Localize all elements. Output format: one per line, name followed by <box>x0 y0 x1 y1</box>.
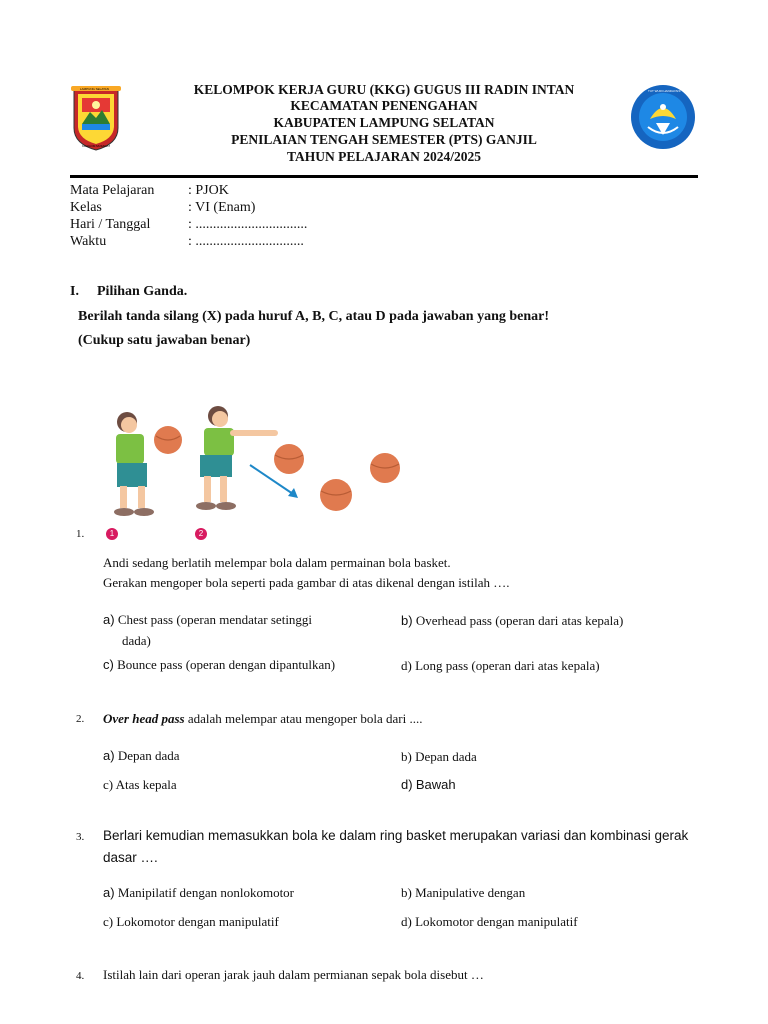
question-3-option-d[interactable] <box>401 914 578 930</box>
meta-label-subject: Mata Pelajaran <box>70 183 155 198</box>
question-3-number: 3. <box>76 831 85 843</box>
question-1-option-c[interactable] <box>103 657 335 673</box>
step-badge-1: 1 <box>106 528 118 540</box>
meta-value-time: : ............................... <box>188 234 304 249</box>
option-letter: b) <box>401 885 412 900</box>
option-letter: a) <box>103 885 115 900</box>
left-logo-top-text: LAMPUNG SELATAN <box>80 87 109 91</box>
left-logo-bottom-text: KHAGOM MUFAKAT <box>82 144 111 148</box>
step-badge-2: 2 <box>195 528 207 540</box>
question-2-rest: adalah melempar atau mengoper bola dari .... <box>184 711 423 726</box>
header-line-4: PENILAIAN TENGAH SEMESTER (PTS) GANJIL <box>231 132 537 147</box>
option-text: Overhead pass (operan dari atas kepala) <box>415 613 624 628</box>
option-letter: c) <box>103 657 114 672</box>
question-3-option-c[interactable] <box>103 914 279 930</box>
question-2-option-c[interactable] <box>103 777 177 793</box>
header-rule <box>70 175 698 178</box>
question-3-line-1: Berlari kemudian memasukkan bola ke dalam ring basket merupakan variasi dan kombinasi gerak <box>103 828 689 843</box>
option-text: Manipulative dengan <box>415 885 526 900</box>
option-letter: d) <box>401 777 413 792</box>
question-3-line-2: dasar …. <box>103 850 158 865</box>
question-3-option-b[interactable] <box>401 885 525 901</box>
question-4-number: 4. <box>76 970 85 982</box>
option-letter: b) <box>401 749 412 764</box>
meta-value-subject: : PJOK <box>188 183 229 198</box>
meta-label-class: Kelas <box>70 200 102 215</box>
option-letter: d) <box>401 658 412 673</box>
header-line-2: KECAMATAN PENENGAHAN <box>290 98 478 113</box>
chest-pass-illustration <box>100 400 410 540</box>
question-2-option-b[interactable] <box>401 749 477 765</box>
header-line-5: TAHUN PELAJARAN 2024/2025 <box>286 149 481 164</box>
question-1-option-a-cont: dada) <box>122 633 151 648</box>
option-letter: c) <box>103 914 114 929</box>
header-line-1: KELOMPOK KERJA GURU (KKG) GUGUS III RADIN INTAN <box>193 82 575 97</box>
question-1-line-2: Gerakan mengoper bola seperti pada gambar di atas dikenal dengan istilah …. <box>103 575 510 590</box>
option-text: Bounce pass (operan dengan dipantulkan) <box>117 657 336 672</box>
section-note: (Cukup satu jawaban benar) <box>78 333 251 348</box>
question-1-option-a[interactable] <box>103 612 312 628</box>
right-logo-text: TUT WURI HANDAYANI <box>648 89 681 93</box>
option-text: Long pass (operan dari atas kepala) <box>415 658 600 673</box>
question-1-number: 1. <box>76 528 85 540</box>
option-letter: c) <box>103 777 114 792</box>
option-text: Chest pass (operan mendatar setinggi <box>117 612 313 627</box>
option-letter: d) <box>401 914 412 929</box>
question-4-text: Istilah lain dari operan jarak jauh dalam permianan sepak bola disebut … <box>103 967 484 982</box>
meta-label-date: Hari / Tanggal <box>70 217 151 232</box>
basketball-pass-figure <box>100 400 410 540</box>
question-2-number: 2. <box>76 713 85 725</box>
option-letter: a) <box>103 748 115 763</box>
option-text: Depan dada <box>415 749 477 764</box>
question-3-option-a[interactable] <box>103 885 294 901</box>
option-text: Lokomotor dengan manipulatif <box>415 914 578 929</box>
meta-label-time: Waktu <box>70 234 107 249</box>
meta-value-date: : ................................ <box>188 217 308 232</box>
option-letter: a) <box>103 612 115 627</box>
section-title: Pilihan Ganda. <box>97 284 188 299</box>
option-text: Bawah <box>415 777 456 792</box>
question-2-text <box>103 710 422 728</box>
question-1-line-1: Andi sedang berlatih melempar bola dalam permainan bola basket. <box>103 555 451 570</box>
question-2-option-d[interactable] <box>401 777 456 793</box>
question-1-option-d[interactable] <box>401 658 600 674</box>
option-letter: b) <box>401 613 413 628</box>
section-number: I. <box>70 284 79 299</box>
option-text: Depan dada <box>117 748 180 763</box>
question-1-option-b[interactable] <box>401 613 623 629</box>
question-2-option-a[interactable] <box>103 748 180 764</box>
option-text: Lokomotor dengan manipulatif <box>116 914 279 929</box>
option-text: Manipilatif dengan nonlokomotor <box>117 885 295 900</box>
section-instruction: Berilah tanda silang (X) pada huruf A, B, C, atau D pada jawaban yang benar! <box>78 309 550 324</box>
option-text: Atas kepala <box>115 777 177 792</box>
meta-value-class: : VI (Enam) <box>188 200 256 215</box>
question-2-term: Over head pass <box>103 711 185 726</box>
header-line-3: KABUPATEN LAMPUNG SELATAN <box>273 115 495 130</box>
